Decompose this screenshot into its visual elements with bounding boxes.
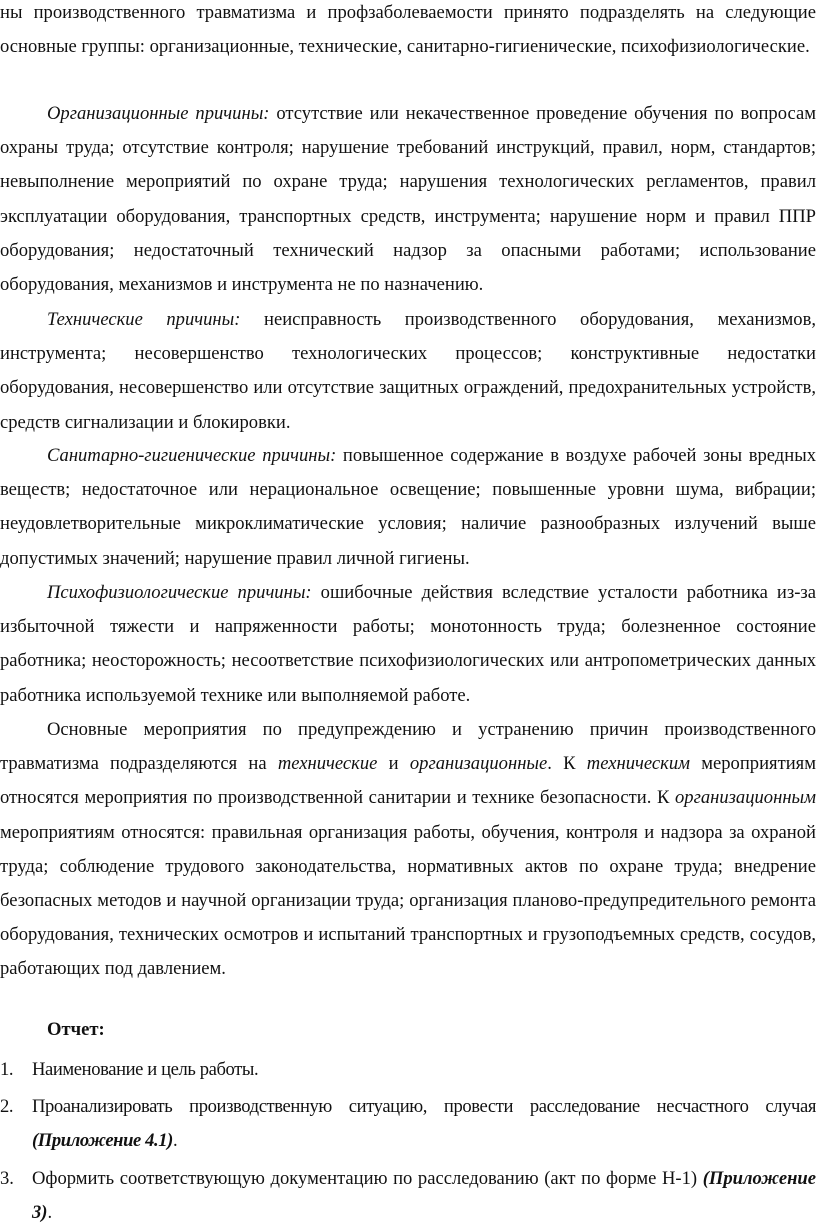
list-item bbox=[0, 1090, 816, 1158]
paragraph-emphasis: организационные bbox=[409, 753, 548, 775]
paragraph-text: . К bbox=[547, 753, 587, 775]
report-list bbox=[0, 1053, 816, 1230]
paragraph-label: Санитарно-гигиенические причины: bbox=[47, 445, 337, 466]
paragraph-label: Организационные причины: bbox=[47, 103, 270, 124]
paragraph-sanitary-causes bbox=[0, 439, 816, 576]
list-item-text: Оформить соответствующую документацию по расследованию (акт по форме Н-1) bbox=[32, 1167, 703, 1189]
paragraph-text: неисправность производственного оборудования, механизмов, инструмента; несовершенство технологических процессов; конструктивные недостатки оборудования, несовершенство или отсутствие защитных ограждений, предохранительных устройств, средств сигнализации и блокировки. bbox=[0, 309, 816, 433]
list-item-number: 1. bbox=[0, 1059, 14, 1080]
list-item bbox=[0, 1162, 816, 1230]
paragraph-emphasis: технические bbox=[277, 753, 378, 775]
paragraph-emphasis: организационным bbox=[674, 787, 816, 809]
list-item-tail: . bbox=[47, 1201, 53, 1223]
paragraph-text: ошибочные действия вследствие усталости работника из-за избыточной тяжести и напряженности работы; монотонность труда; болезненное состояние работника; неосторожность; несоответствие психофизиологических или антропометрических данных работника используемой технике или выполняемой работе. bbox=[0, 582, 816, 706]
paragraph-intro-continuation bbox=[0, 0, 816, 64]
paragraph-text: отсутствие или некачественное проведение обучения по вопросам охраны труда; отсутствие контроля; нарушение требований инструкций, правил, норм, стандартов; невыполнение мероприятий по охране труда; нарушения технологических регламентов, правил эксплуатации оборудования, транспортных средств, инструмента; нарушение норм и правил ППР оборудования; недостаточный технический надзор за опасными работами; использование оборудования, механизмов и инструмента не по назначению. bbox=[0, 103, 816, 296]
list-item-text: Проанализировать производственную ситуацию, провести расследование несчастного случая bbox=[32, 1096, 816, 1118]
paragraph-text: ны производственного травматизма и профзаболеваемости принято подразделять на следующие основные группы: организационные, технические, санитарно-гигиенические, психофизиологические. bbox=[0, 2, 816, 58]
list-item bbox=[0, 1053, 816, 1087]
paragraph-organizational-causes bbox=[0, 97, 816, 302]
paragraph-psychophysiological-causes bbox=[0, 576, 816, 713]
paragraph-text: мероприятиям относятся: правильная организация работы, обучения, контроля и надзора за охраной труда; соблюдение трудового законодательства, нормативных актов по охране труда; внедрение безопасных методов и научной организации труда; организация планово-предупредительного ремонта оборудования, технических осмотров и испытаний транспортных и грузоподъемных средств, сосудов, работающих под давлением. bbox=[0, 821, 816, 980]
list-item-text: Наименование и цель работы. bbox=[32, 1059, 259, 1080]
paragraph-emphasis: техническим bbox=[586, 753, 690, 775]
paragraph-text: Основные мероприятия по предупреждению и устранению причин производственного травматизма подразделяются на bbox=[0, 719, 816, 775]
report-heading: Отчет: bbox=[47, 1019, 105, 1040]
list-item-number: 2. bbox=[0, 1096, 14, 1118]
paragraph-label: Психофизиологические причины: bbox=[47, 582, 312, 603]
paragraph-prevention-measures bbox=[0, 713, 816, 987]
paragraph-text: мероприятиям относятся мероприятия по производственной санитарии и технике безопасности. К bbox=[0, 753, 816, 809]
list-item-number: 3. bbox=[0, 1167, 14, 1189]
paragraph-text: и bbox=[377, 753, 410, 775]
list-item-tail: . bbox=[172, 1130, 178, 1152]
paragraph-text: повышенное содержание в воздухе рабочей зоны вредных веществ; недостаточное или нерациональное освещение; повышенные уровни шума, вибрации; неудовлетворительные микроклиматические условия; наличие разнообразных излучений выше допустимых значений; нарушение правил личной гигиены. bbox=[0, 445, 816, 569]
paragraph-technical-causes bbox=[0, 303, 816, 440]
list-item-reference: (Приложение 4.1) bbox=[32, 1130, 173, 1152]
paragraph-label: Технические причины: bbox=[47, 309, 241, 330]
list-item-reference: (Приложение 3) bbox=[32, 1167, 816, 1223]
